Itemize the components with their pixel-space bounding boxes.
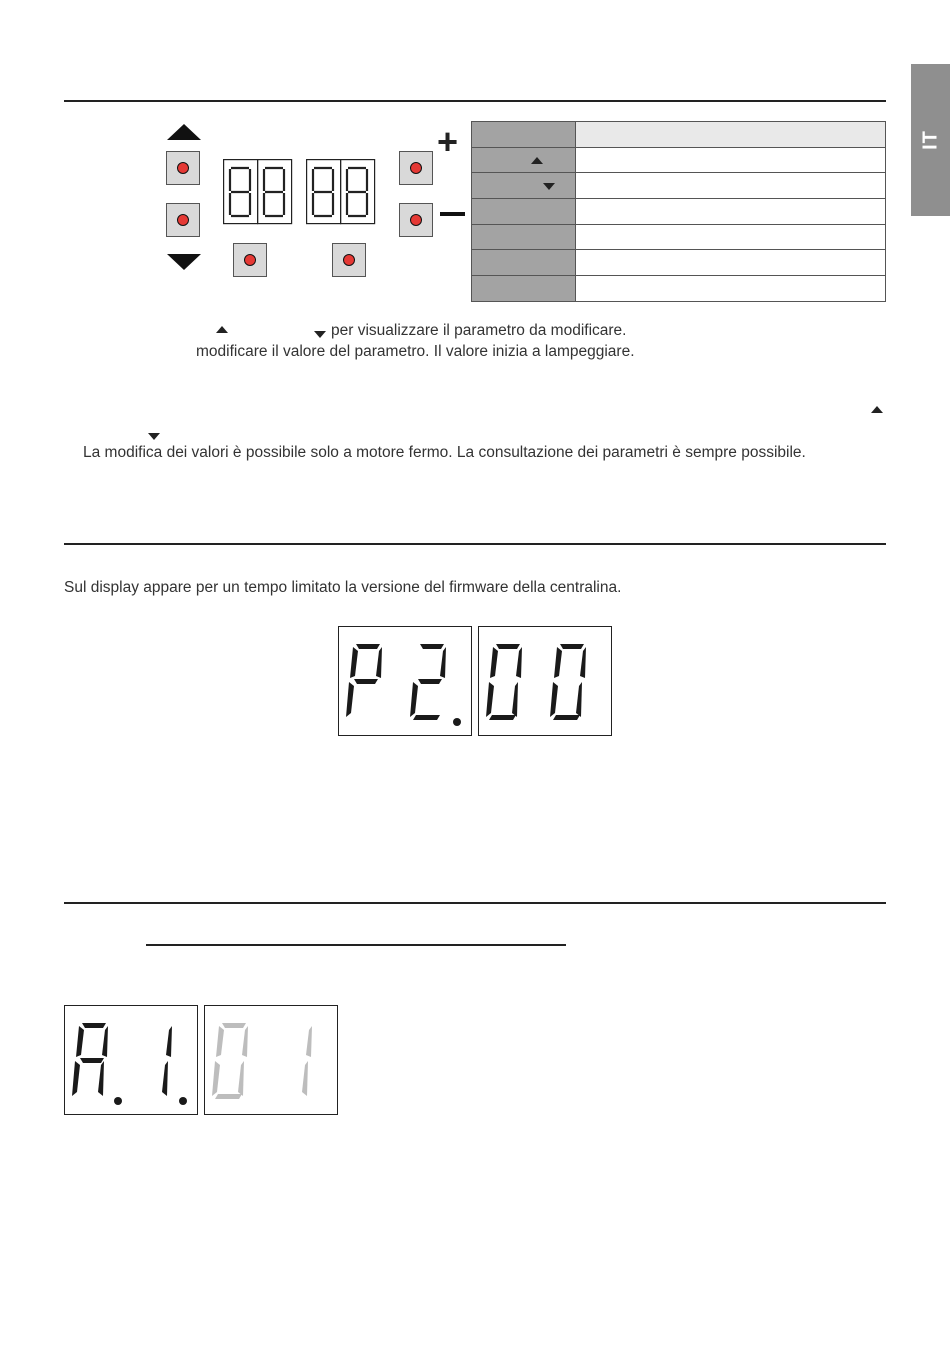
section-divider-top xyxy=(64,100,886,102)
table-key-cell xyxy=(472,173,576,199)
table-row xyxy=(472,147,886,173)
down-arrow-icon xyxy=(166,252,202,272)
left-select-button[interactable] xyxy=(233,243,267,277)
up-arrow-icon xyxy=(871,406,883,413)
table-key-cell xyxy=(472,199,576,225)
table-row xyxy=(472,276,886,302)
table-desc-cell xyxy=(576,147,886,173)
parameter-display-right xyxy=(204,1005,338,1115)
table-row xyxy=(472,173,886,199)
segment-digits-p2 xyxy=(339,627,470,734)
firmware-display-right xyxy=(478,626,612,736)
subsection-underline xyxy=(146,944,566,946)
up-arrow-icon xyxy=(531,157,543,164)
down-arrow-icon xyxy=(148,433,160,440)
instruction-line-2: modificare il valore del parametro. Il valore inizia a lampeggiare. xyxy=(196,343,635,360)
firmware-text: Sul display appare per un tempo limitato la versione del firmware della centralina. xyxy=(64,579,622,596)
up-button[interactable] xyxy=(166,151,200,185)
table-desc-cell xyxy=(576,122,886,148)
table-row xyxy=(472,122,886,148)
key-function-table xyxy=(471,121,886,302)
up-arrow-icon xyxy=(166,122,202,142)
down-button[interactable] xyxy=(166,203,200,237)
section-divider-middle xyxy=(64,543,886,545)
table-desc-cell xyxy=(576,199,886,225)
section-divider-bottom xyxy=(64,902,886,904)
segment-digits-00 xyxy=(479,627,610,734)
segment-digits-a1 xyxy=(65,1006,196,1113)
table-key-cell xyxy=(472,147,576,173)
table-key-cell xyxy=(472,276,576,302)
table-row xyxy=(472,199,886,225)
table-desc-cell xyxy=(576,276,886,302)
table-key-cell xyxy=(472,224,576,250)
table-row xyxy=(472,250,886,276)
right-select-button[interactable] xyxy=(332,243,366,277)
language-tab xyxy=(911,64,950,216)
down-arrow-icon xyxy=(314,331,326,338)
segment-digits-01-blinking xyxy=(205,1006,336,1113)
table-row xyxy=(472,224,886,250)
minus-sign xyxy=(440,212,465,216)
panel-digit-display xyxy=(223,159,377,225)
table-desc-cell xyxy=(576,173,886,199)
plus-button[interactable] xyxy=(399,151,433,185)
note-text: La modifica dei valori è possibile solo a motore fermo. La consultazione dei parametri è sempre possibile. xyxy=(83,444,806,461)
instruction-line-1: per visualizzare il parametro da modificare. xyxy=(331,322,627,339)
language-tab-label: IT xyxy=(919,130,941,150)
down-arrow-icon xyxy=(543,183,555,190)
up-arrow-icon xyxy=(216,326,228,333)
plus-sign: + xyxy=(437,121,459,162)
parameter-display-left xyxy=(64,1005,198,1115)
table-key-cell xyxy=(472,250,576,276)
table-desc-cell xyxy=(576,250,886,276)
table-desc-cell xyxy=(576,224,886,250)
table-key-cell xyxy=(472,122,576,148)
firmware-display-left xyxy=(338,626,472,736)
minus-button[interactable] xyxy=(399,203,433,237)
